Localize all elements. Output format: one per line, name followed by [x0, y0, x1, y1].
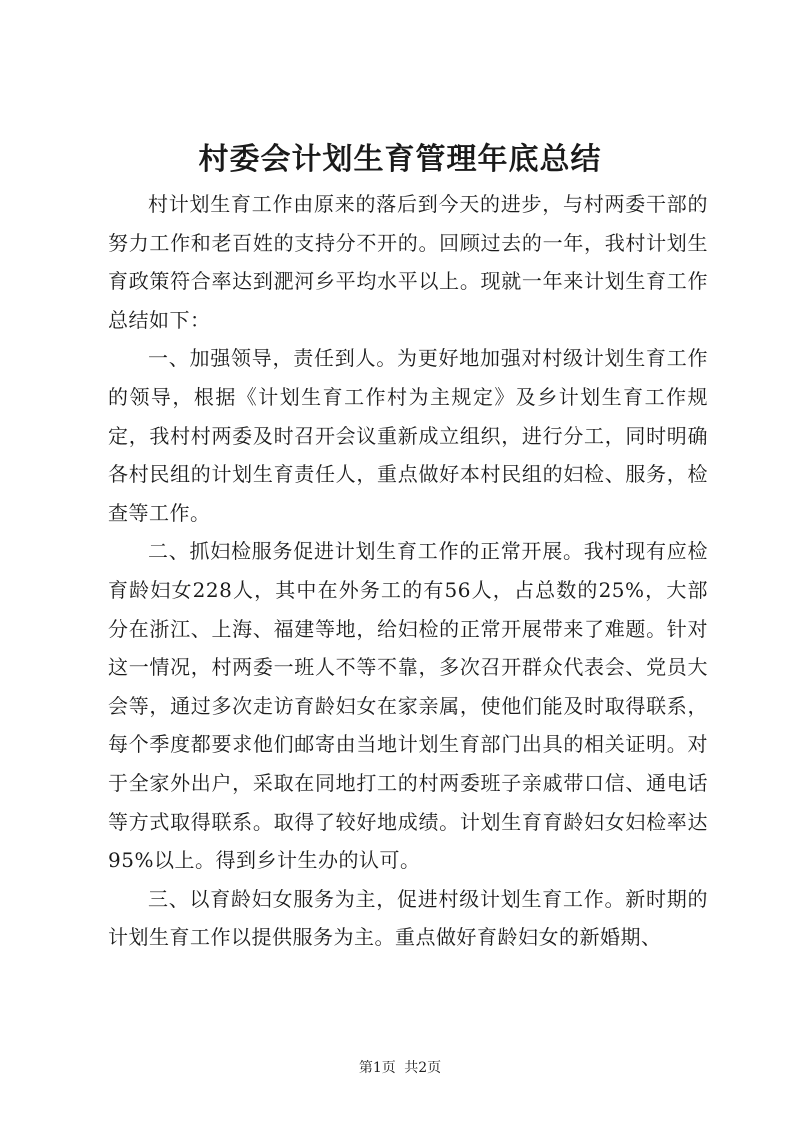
paragraph-section-2: 二、抓妇检服务促进计划生育工作的正常开展。我村现有应检育龄妇女228人，其中在外务工的有56人，占总数的25%，大部分在浙江、上海、福建等地，给妇检的正常开展带来了难题。针对这一情况，村两委一班人不等不靠，多次召开群众代表会、党员大会等，通过多次走访育龄妇女在家亲属，使他们能及时取得联系，每个季度都要求他们邮寄由当地计划生育部门出具的相关证明。对于全家外出户，采取在同地打工的村两委班子亲戚带口信、通电话等方式取得联系。取得了较好地成绩。计划生育育龄妇女妇检率达95%以上。得到乡计生办的认可。 [108, 539, 708, 873]
paragraph-intro: 村计划生育工作由原来的落后到今天的进步，与村两委干部的努力工作和老百姓的支持分不开的。回顾过去的一年，我村计划生育政策符合率达到淝河乡平均水平以上。现就一年来计划生育工作总结如下： [108, 192, 708, 332]
page-footer [0, 1058, 800, 1078]
total-pages: 共2页 [404, 1060, 442, 1076]
paragraph-section-3: 三、以育龄妇女服务为主，促进村级计划生育工作。新时期的计划生育工作以提供服务为主。重点做好育龄妇女的新婚期、 [108, 886, 708, 950]
page-number: 第1页 [358, 1060, 396, 1076]
paragraph-section-1: 一、加强领导，责任到人。为更好地加强对村级计划生育工作的领导，根据《计划生育工作村为主规定》及乡计划生育工作规定，我村村两委及时召开会议重新成立组织，进行分工，同时明确各村民组的计划生育责任人，重点做好本村民组的妇检、服务，检查等工作。 [108, 346, 708, 525]
document-body [108, 185, 708, 957]
document-title: 村委会计划生育管理年底总结 [198, 142, 602, 177]
